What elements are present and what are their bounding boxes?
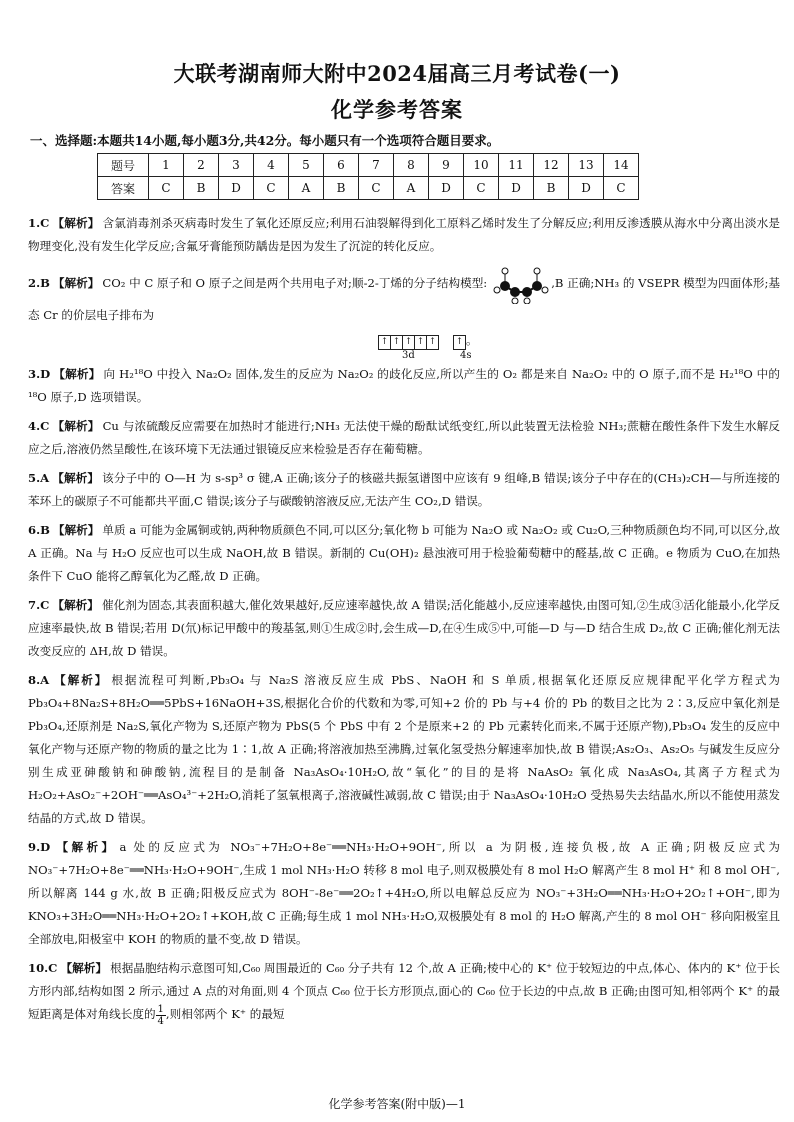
table-cell: A	[394, 177, 429, 200]
fraction-denominator: 4	[157, 1015, 164, 1027]
row-label-number: 题号	[98, 154, 149, 177]
item-number: 7.C	[28, 598, 50, 612]
table-cell: 13	[569, 154, 604, 177]
table-cell: B	[534, 177, 569, 200]
table-cell: C	[604, 177, 639, 200]
orbital-arrow: ↑	[455, 337, 464, 347]
table-cell: 3	[219, 154, 254, 177]
table-cell: C	[359, 177, 394, 200]
page-footer: 化学参考答案(附中版)—1	[328, 1097, 466, 1111]
item-number: 4.C	[28, 419, 50, 433]
explanation-q5	[28, 467, 780, 513]
item-tag: 【解析】	[52, 523, 100, 537]
explanation-q10	[28, 957, 780, 1027]
orbital-arrow: ↑	[428, 337, 437, 347]
table-cell: 8	[394, 154, 429, 177]
table-cell: 2	[184, 154, 219, 177]
item-tag: 【解析】	[60, 961, 108, 975]
item-tag: 【解析】	[52, 673, 109, 687]
item-tag: 【解析】	[52, 419, 100, 433]
fraction-one-quarter	[156, 1004, 166, 1027]
orbital-arrow: ↑	[379, 336, 391, 349]
explanations	[28, 212, 780, 1033]
cis-2-butene-model-image	[489, 264, 549, 304]
table-cell: 4	[254, 154, 289, 177]
table-row-numbers	[98, 154, 639, 177]
item-text: 该分子中的 O—H 为 s-sp³ σ 键,A 正确;该分子的核磁共振氢谱图中应该有 9 组峰,B 错误;该分子中存在的(CH₃)₂CH—与所连接的苯环上的碳原子不可能都共平面,C 错误;该分子与碳酸钠溶液反应,无法产生 CO₂,D 错误。	[28, 471, 780, 508]
item-text: ,B 正确;NH₃ 的 VSEPR 模型为四面体形;基态 Cr 的价层电子排布为	[28, 276, 780, 322]
table-cell: 11	[499, 154, 534, 177]
table-cell: 7	[359, 154, 394, 177]
fraction-numerator: 1	[157, 1003, 164, 1015]
item-text: Cu 与浓硫酸反应需要在加热时才能进行;NH₃ 无法使干燥的酚酞试纸变红,所以此装置无法检验 NH₃;蔗糖在酸性条件下发生水解反应之后,溶液仍然呈酸性,在该环境下无法通过银镜反应来检验是否存在葡萄糖。	[28, 419, 780, 456]
table-cell: C	[254, 177, 289, 200]
item-tag: 【解析】	[52, 216, 100, 230]
orbital-4s-label: 4s	[460, 350, 472, 361]
table-cell: 6	[324, 154, 359, 177]
explanation-q3	[28, 363, 780, 409]
table-cell: B	[324, 177, 359, 200]
item-tag: 【解析】	[53, 840, 117, 854]
orbital-arrow: ↑	[415, 336, 427, 349]
item-number: 9.D	[28, 840, 51, 854]
item-tag: 【解析】	[53, 367, 101, 381]
table-cell: 1	[149, 154, 184, 177]
table-cell: D	[499, 177, 534, 200]
row-label-answer: 答案	[98, 177, 149, 200]
item-text: 。	[466, 333, 478, 347]
item-text: 根据晶胞结构示意图可知,C₆₀ 周围最近的 C₆₀ 分子共有 12 个,故 A 正确;棱中心的 K⁺ 位于较短边的中点,体心、体内的 K⁺ 位于长方形内部,结构如图 2 所示,通过 A 点的对角面,则 4 个顶点 C₆₀ 位于长方形顶点,面心的 C₆₀ 位于长边的中点,故 B 正确;由图可知,相邻两个 K⁺ 的最短距离是体对角线长度的	[28, 961, 780, 1021]
orbital-3d-label: 3d	[402, 350, 415, 361]
table-cell: C	[149, 177, 184, 200]
explanation-q8	[28, 669, 780, 830]
table-cell: 10	[464, 154, 499, 177]
table-cell: A	[289, 177, 324, 200]
item-text: a 处的反应式为 NO₃⁻+7H₂O+8e⁻══NH₃·H₂O+9OH⁻,所以 a 为阴极,连接负极,故 A 正确;阴极反应式为 NO₃⁻+7H₂O+8e⁻══NH₃·H₂O+9OH⁻,生成 1 mol NH₃·H₂O 转移 8 mol 电子,则双极膜处有 8 mol H₂O 解离产生 8 mol H⁺ 和 8 mol OH⁻,所以解离 144 g 水,故 B 正确;阳极反应式为 8OH⁻-8e⁻══2O₂↑+4H₂O,所以电解总反应为 NO₃⁻+3H₂O══NH₃·H₂O+2O₂↑+OH⁻,即为 KNO₃+3H₂O══NH₃·H₂O+2O₂↑+KOH,故 C 正确;每生成 1 mol NH₃·H₂O,双极膜处有 8 mol 的 H₂O 解离,产生的 8 mol OH⁻ 移向阳极室且全部放电,阳极室中 KOH 的物质的量不变,故 D 错误。	[28, 840, 780, 946]
item-number: 1.C	[28, 216, 50, 230]
table-cell: D	[569, 177, 604, 200]
explanation-q4	[28, 415, 780, 461]
item-text: 根据流程可判断,Pb₃O₄ 与 Na₂S 溶液反应生成 PbS、NaOH 和 S 单质,根据氧化还原反应规律配平化学方程式为 Pb₃O₄+8Na₂S+8H₂O══5PbS+16NaOH+3S,根据化合价的代数和为零,可知+2 价的 Pb 与+4 价的 Pb 的数目之比为 2∶3,反应中氧化剂是 Pb₃O₄,还原剂是 Na₂S,氧化产物为 S,还原产物为 PbS(5 个 PbS 中有 2 个是原来+2 的 Pb 元素转化而来,不属于还原产物),Pb₃O₄ 发生的反应中氧化产物与还原产物的物质的量之比为 1∶1,故 A 正确;将溶液加热至沸腾,过氧化氢受热分解速率加快,故 B 错误;As₂O₃、As₂O₅ 与碱发生反应分别生成亚砷酸钠和砷酸钠,流程目的是制备 Na₃AsO₄·10H₂O,故“氧化”的目的是将 NaAsO₂ 氧化成 Na₃AsO₄,其离子方程式为 H₂O₂+AsO₂⁻+2OH⁻══AsO₄³⁻+2H₂O,消耗了氢氧根离子,溶液碱性减弱,故 C 错误;由于 Na₃AsO₄·10H₂O 受热易失去结晶水,所以不能使用蒸发结晶的方式,故 D 错误。	[28, 673, 780, 825]
item-text: ,则相邻两个 K⁺ 的最短	[165, 1007, 285, 1021]
explanation-q9	[28, 836, 780, 951]
item-number: 2.B	[28, 276, 50, 290]
orbital-arrow: ↑	[391, 336, 403, 349]
item-text: 向 H₂¹⁸O 中投入 Na₂O₂ 固体,发生的反应为 Na₂O₂ 的歧化反应,所以产生的 O₂ 都是来自 Na₂O₂ 中的 O 原子,而不是 H₂¹⁸O 中的 ¹⁸O 原子,D 选项错误。	[28, 367, 780, 404]
item-text: 单质 a 可能为金属铜或钠,两种物质颜色不同,可以区分;氧化物 b 可能为 Na₂O 或 Na₂O₂ 或 Cu₂O,三种物质颜色均不同,可以区分,故 A 正确。Na 与 H₂O 反应也可以生成 NaOH,故 B 错误。新制的 Cu(OH)₂ 悬浊液可用于检验葡萄糖中的醛基,故 C 正确。e 物质为 CuO,在加热条件下 CuO 能将乙醇氧化为乙醛,故 D 正确。	[28, 523, 780, 583]
explanation-q2	[28, 264, 780, 361]
item-tag: 【解析】	[52, 598, 99, 612]
table-cell: 9	[429, 154, 464, 177]
table-cell: 5	[289, 154, 324, 177]
item-number: 3.D	[28, 367, 51, 381]
table-cell: 14	[604, 154, 639, 177]
table-cell: 12	[534, 154, 569, 177]
explanation-q7	[28, 594, 780, 663]
explanation-q6	[28, 519, 780, 588]
item-tag: 【解析】	[52, 471, 100, 485]
item-text: CO₂ 中 C 原子和 O 原子之间是两个共用电子对;顺-2-丁烯的分子结构模型:	[102, 276, 488, 290]
cr-orbital-diagram	[378, 329, 780, 361]
section-intro: 一、选择题:本题共14小题,每小题3分,共42分。每小题只有一个选项符合题目要求。	[30, 133, 500, 148]
table-cell: D	[219, 177, 254, 200]
item-number: 6.B	[28, 523, 50, 537]
page-title: 大联考湖南师大附中2024届高三月考试卷(一)	[173, 61, 621, 86]
page-subtitle: 化学参考答案	[331, 98, 463, 122]
orbital-arrow: ↑	[403, 336, 415, 349]
answer-table	[97, 153, 639, 200]
item-text: 含氯消毒剂杀灭病毒时发生了氧化还原反应;利用石油裂解得到化工原料乙烯时发生了分解反应;利用反渗透膜从海水中分离出淡水是物理变化,没有发生化学反应;含氟牙膏能预防龋齿是因为发生了沉淀的转化反应。	[28, 216, 780, 253]
table-cell: D	[429, 177, 464, 200]
item-number: 10.C	[28, 961, 58, 975]
item-tag: 【解析】	[52, 276, 100, 290]
item-number: 5.A	[28, 471, 50, 485]
table-cell: B	[184, 177, 219, 200]
item-number: 8.A	[28, 673, 50, 687]
table-row-answers	[98, 177, 639, 200]
explanation-q1	[28, 212, 780, 258]
table-cell: C	[464, 177, 499, 200]
item-text: 催化剂为固态,其表面积越大,催化效果越好,反应速率越快,故 A 错误;活化能越小,反应速率越快,由图可知,②生成③活化能最小,化学反应速率最快,故 B 错误;若用 D(氘)标记甲酸中的羧基氢,则①生成②时,会生成—D,在④生成⑤中,可能—D 与—D 结合生成 D₂,故 C 正确;催化剂无法改变反应的 ΔH,故 D 错误。	[28, 598, 780, 658]
